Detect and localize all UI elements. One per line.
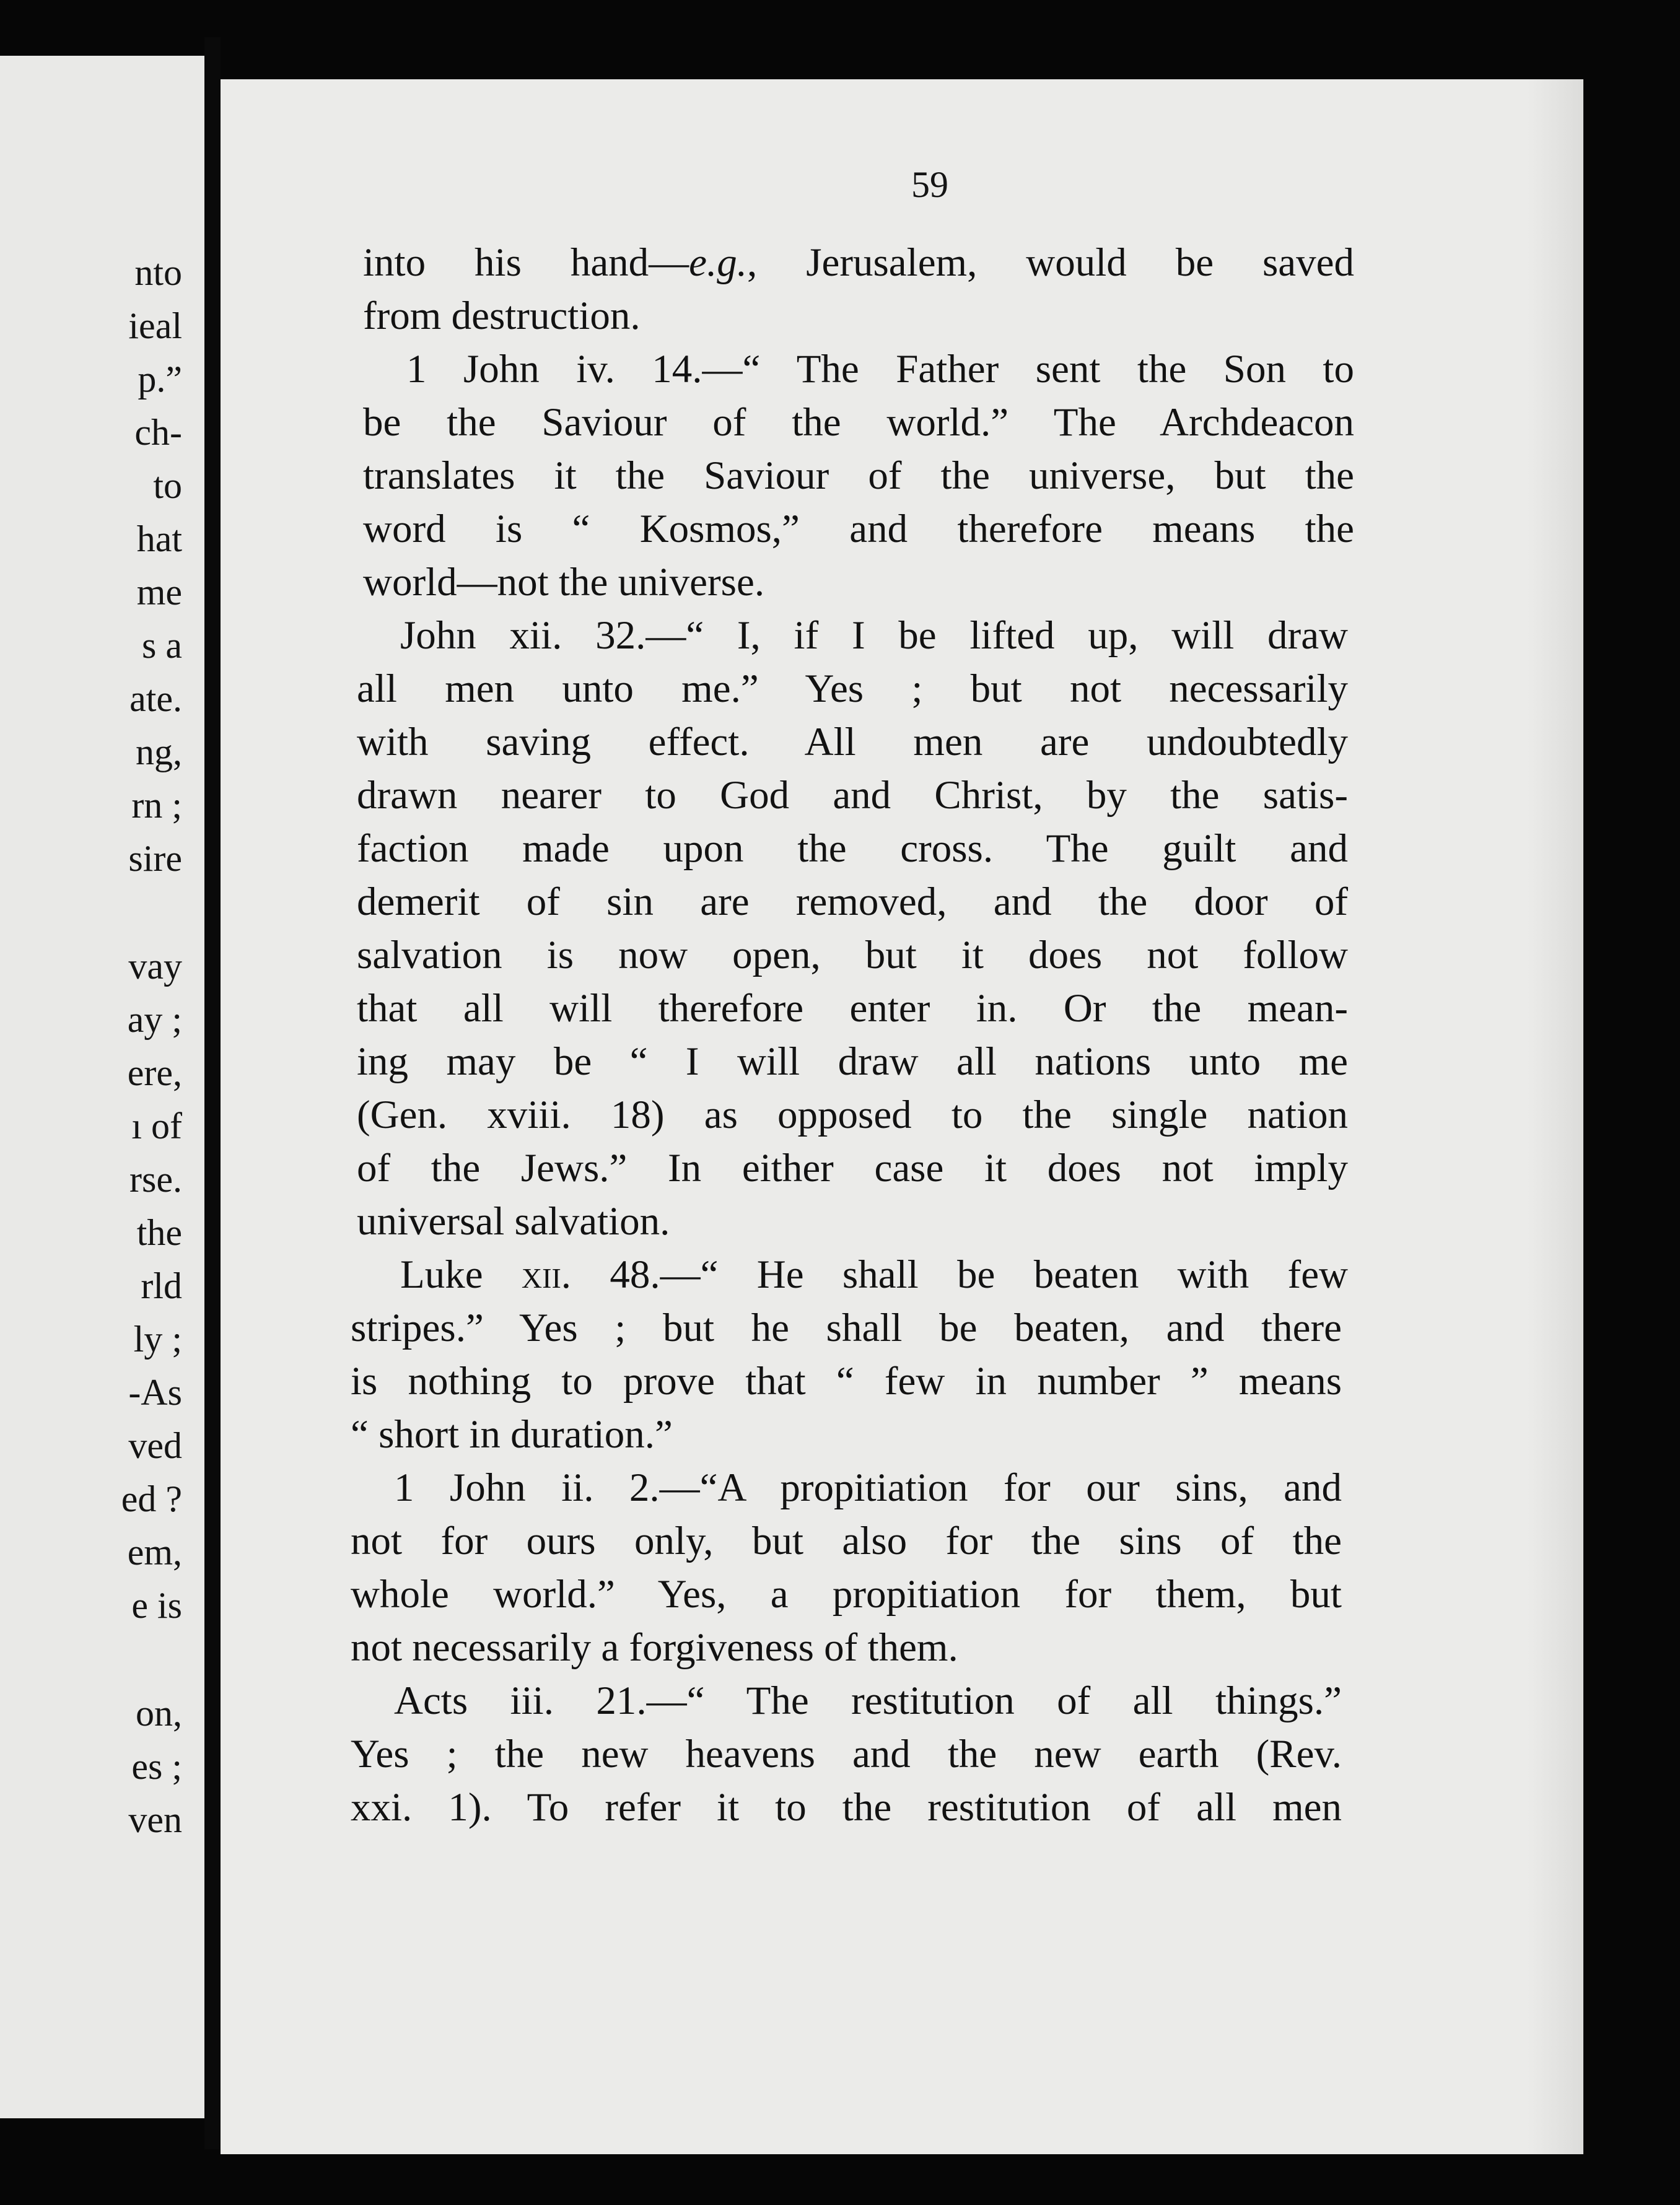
left-fragment: ly ; (133, 1319, 182, 1360)
left-fragment: sire (128, 838, 182, 879)
left-fragment: hat (136, 518, 182, 559)
left-fragment: to (153, 465, 182, 506)
text-line: faction made upon the cross. The guilt and (357, 826, 1348, 871)
left-fragment: on, (136, 1693, 182, 1734)
left-fragment: nto (134, 252, 182, 293)
page-edge-shadow (1528, 79, 1583, 2154)
text-line: (Gen. xviii. 18) as opposed to the single nation (357, 1093, 1348, 1137)
left-fragment: ate. (129, 678, 182, 719)
text-line: John xii. 32.—“ I, if I be lifted up, will draw (400, 613, 1348, 658)
text-line: word is “ Kosmos,” and therefore means the (363, 507, 1354, 551)
text-line: salvation is now open, but it does not follow (357, 933, 1348, 977)
text-line: ing may be “ I will draw all nations unto me (357, 1039, 1348, 1084)
text-line: Yes ; the new heavens and the new earth (Rev. (351, 1732, 1342, 1776)
left-fragment: e is (131, 1585, 182, 1626)
text-line: whole world.” Yes, a propitiation for them, but (351, 1572, 1342, 1617)
left-fragment: vay (128, 946, 182, 987)
left-fragment: rld (141, 1265, 182, 1306)
text-line: drawn nearer to God and Christ, by the satis- (357, 773, 1348, 818)
left-fragment: the (136, 1212, 182, 1253)
text-line: Acts iii. 21.—“ The restitution of all things.” (394, 1679, 1342, 1723)
left-fragment: p.” (138, 359, 182, 400)
left-fragment: ieal (128, 305, 182, 346)
text-line: “ short in duration.” (351, 1412, 673, 1457)
text-line: that all will therefore enter in. Or the mean- (357, 986, 1348, 1031)
left-fragment: -As (128, 1372, 182, 1413)
left-fragment: es ; (131, 1746, 182, 1787)
left-fragment: rse. (129, 1159, 182, 1200)
left-page (0, 56, 204, 2118)
left-fragment: ch- (134, 412, 182, 453)
text-line: 1 John iv. 14.—“ The Father sent the Son to (406, 347, 1354, 391)
text-line: Luke xii. 48.—“ He shall be beaten with few (400, 1252, 1348, 1297)
text-line: 1 John ii. 2.—“A propitiation for our sins, and (394, 1465, 1342, 1510)
left-fragment: ved (128, 1425, 182, 1466)
right-page (221, 79, 1583, 2154)
left-fragment: me (136, 572, 182, 613)
left-fragment: ed ? (121, 1478, 182, 1519)
text-line: stripes.” Yes ; but he shall be beaten, and there (351, 1306, 1342, 1350)
text-line: into his hand—e.g., Jerusalem, would be saved (363, 240, 1354, 285)
left-fragment: ere, (127, 1052, 182, 1093)
text-line: of the Jews.” In either case it does not imply (357, 1146, 1348, 1190)
text-line: from destruction. (363, 294, 641, 338)
left-fragment: ı of (131, 1106, 182, 1146)
text-line: all men unto me.” Yes ; but not necessarily (357, 666, 1348, 711)
text-line: universal salvation. (357, 1199, 670, 1244)
text-line: xxi. 1). To refer it to the restitution of all men (351, 1785, 1342, 1830)
text-line: world—not the universe. (363, 560, 765, 605)
text-line: not for ours only, but also for the sins of the (351, 1519, 1342, 1563)
left-fragment: ay ; (127, 999, 182, 1040)
left-fragment: s a (142, 625, 182, 666)
left-fragment: ven (128, 1799, 182, 1840)
book-gutter (204, 37, 221, 2149)
text-line: is nothing to prove that “ few in number ” means (351, 1359, 1342, 1404)
text-line: demerit of sin are removed, and the door of (357, 880, 1348, 924)
text-line: with saving effect. All men are undoubtedly (357, 720, 1348, 764)
text-line: be the Saviour of the world.” The Archdeacon (363, 400, 1354, 445)
page-number: 59 (911, 164, 948, 205)
text-line: not necessarily a forgiveness of them. (351, 1625, 958, 1670)
left-fragment: ng, (136, 731, 182, 772)
text-line: translates it the Saviour of the universe, but the (363, 453, 1354, 498)
left-fragment: em, (127, 1532, 182, 1573)
left-fragment: rn ; (131, 785, 182, 826)
